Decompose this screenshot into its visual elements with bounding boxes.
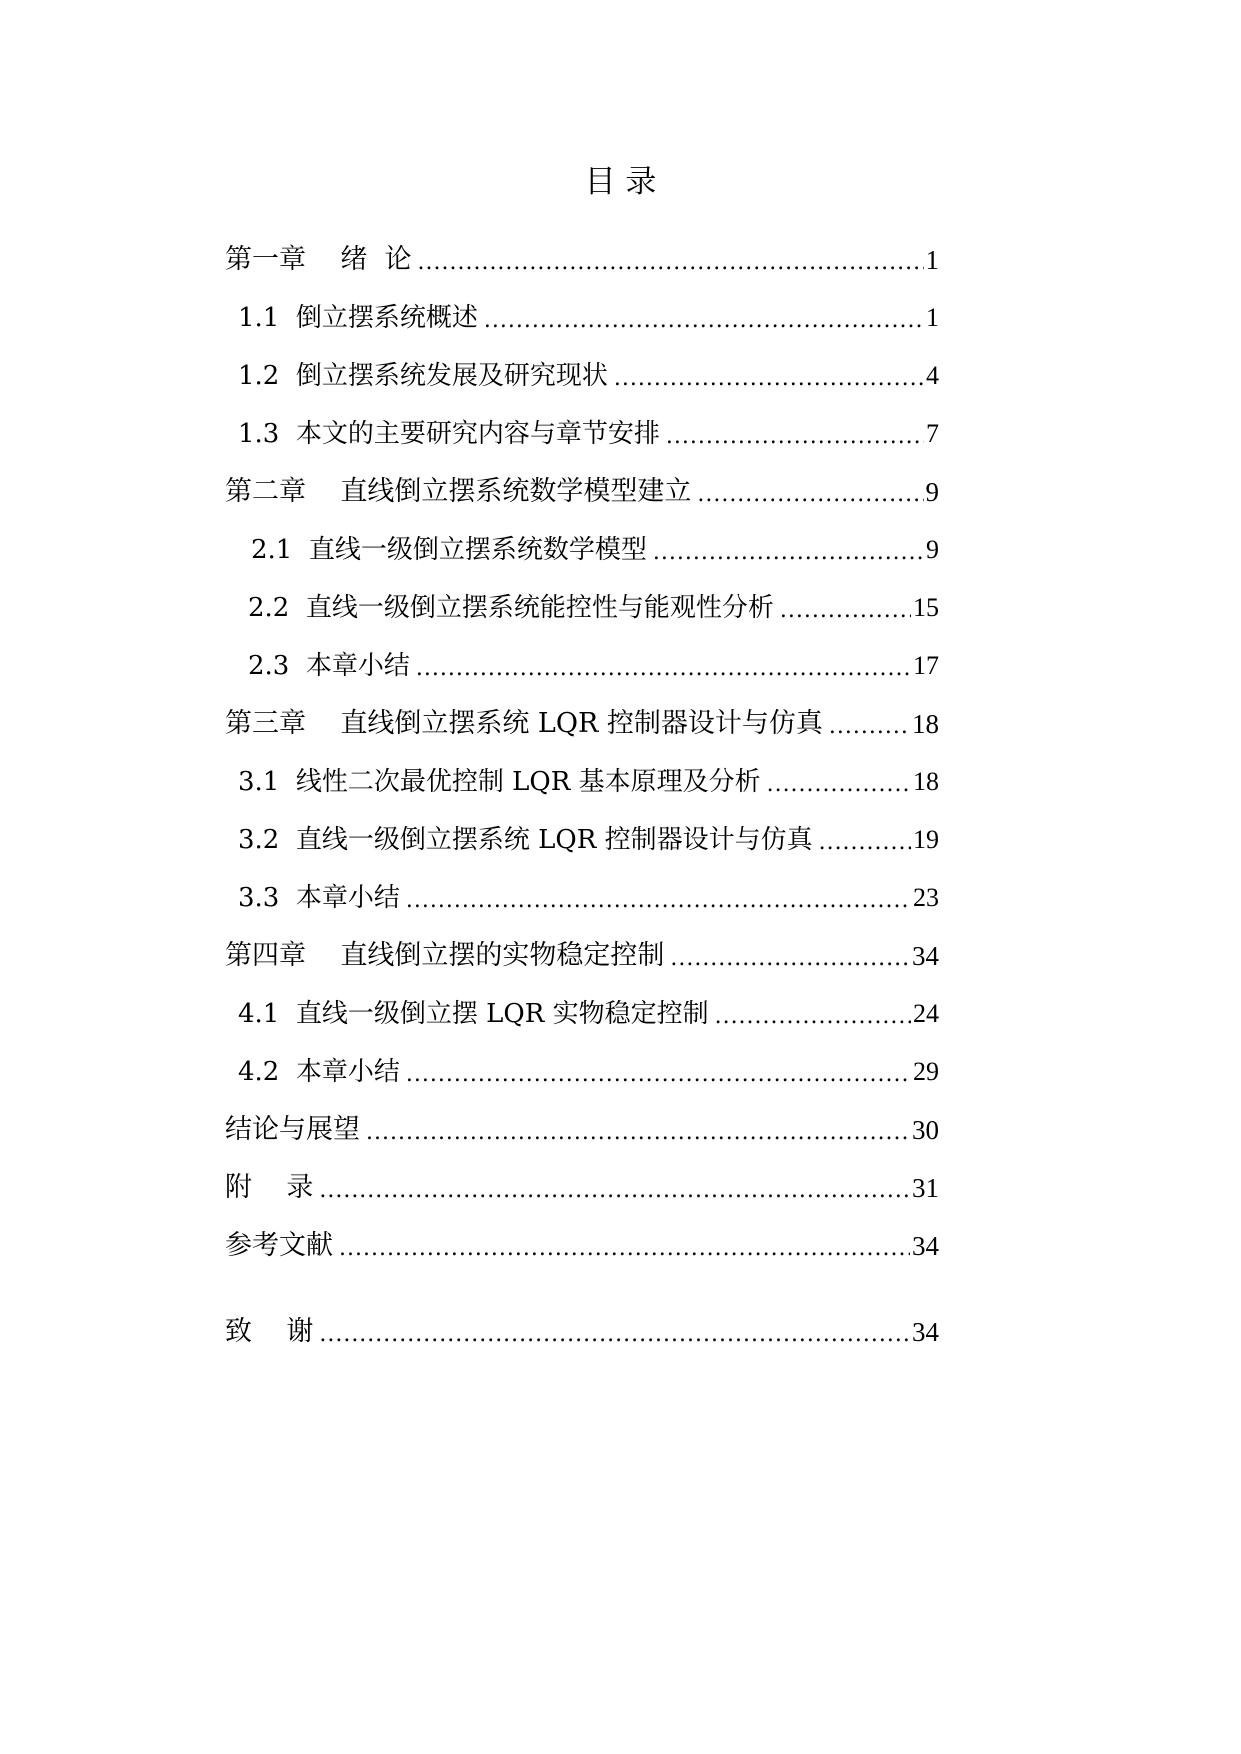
dot-leader [697, 478, 923, 512]
toc-entry-page: 1 [925, 245, 939, 275]
toc-entry-label: 1.3 本文的主要研究内容与章节安排 [238, 419, 660, 449]
toc-entry-label: 第一章 绪 论 [225, 244, 412, 275]
toc-entry-chapter-2[interactable] [225, 472, 939, 512]
dot-leader [767, 768, 911, 802]
toc-entry-label: 第四章 直线倒立摆的实物稳定控制 [225, 940, 665, 971]
toc-entry-section-1-1[interactable] [238, 298, 939, 338]
toc-entry-label: 2.3 本章小结 [248, 651, 410, 681]
toc-entry-page: 34 [912, 1231, 939, 1261]
toc-entry-section-2-3[interactable] [248, 646, 939, 686]
toc-entry-references[interactable] [225, 1226, 939, 1266]
toc-entry-label: 第三章 直线倒立摆系统 LQR 控制器设计与仿真 [225, 708, 823, 739]
toc-entry-section-4-1[interactable] [238, 994, 939, 1034]
toc-entry-label: 参考文献 [225, 1230, 333, 1261]
toc-entry-page: 23 [913, 883, 939, 912]
toc-entry-page: 17 [913, 651, 939, 680]
dot-leader [670, 942, 910, 976]
dot-leader [819, 826, 911, 860]
dot-leader [653, 536, 924, 570]
dot-leader [406, 1058, 911, 1092]
toc-entry-label: 致 谢 [225, 1316, 314, 1347]
toc-entry-label: 附 录 [225, 1172, 314, 1203]
dot-leader [366, 1116, 910, 1150]
dot-leader [319, 1318, 910, 1352]
toc-entry-label: 4.1 直线一级倒立摆 LQR 实物稳定控制 [238, 999, 709, 1029]
toc-entry-conclusion[interactable] [225, 1110, 939, 1150]
dot-leader [715, 1000, 911, 1034]
toc-entry-page: 9 [926, 535, 939, 564]
dot-leader [319, 1174, 910, 1208]
dot-leader [416, 652, 911, 686]
toc-entry-page: 24 [913, 999, 939, 1028]
toc-entry-label: 3.1 线性二次最优控制 LQR 基本原理及分析 [238, 767, 761, 797]
toc-entry-section-1-2[interactable] [238, 356, 939, 396]
dot-leader [406, 884, 911, 918]
toc-entry-section-4-2[interactable] [238, 1052, 939, 1092]
toc-entry-page: 18 [912, 709, 939, 739]
dot-leader [666, 420, 924, 454]
toc-entry-section-2-1[interactable] [251, 530, 939, 570]
toc-entry-page: 19 [913, 825, 939, 854]
dot-leader [829, 710, 910, 744]
toc-entry-page: 34 [912, 941, 939, 971]
dot-leader [780, 594, 911, 628]
toc-entry-section-3-2[interactable] [238, 820, 939, 860]
toc-entry-label: 2.2 直线一级倒立摆系统能控性与能观性分析 [248, 593, 774, 623]
dot-leader [484, 304, 924, 338]
toc-entry-label: 第二章 直线倒立摆系统数学模型建立 [225, 476, 692, 507]
toc-entry-page: 7 [926, 419, 939, 448]
toc-entry-label: 2.1 直线一级倒立摆系统数学模型 [251, 535, 647, 565]
toc-entry-section-3-1[interactable] [238, 762, 939, 802]
toc-entry-label: 1.2 倒立摆系统发展及研究现状 [238, 361, 608, 391]
toc-entry-label: 4.2 本章小结 [238, 1057, 400, 1087]
dot-leader [614, 362, 924, 396]
toc-entry-chapter-3[interactable] [225, 704, 939, 744]
toc-entry-label: 3.3 本章小结 [238, 883, 400, 913]
dot-leader [418, 246, 924, 280]
toc-title: 目 录 [584, 164, 657, 200]
toc-entry-page: 34 [912, 1317, 939, 1347]
toc-entry-section-1-3[interactable] [238, 414, 939, 454]
toc-entry-page: 29 [913, 1057, 939, 1086]
toc-entry-page: 9 [925, 477, 939, 507]
toc-entry-section-3-3[interactable] [238, 878, 939, 918]
dot-leader [339, 1232, 910, 1266]
toc-entry-page: 18 [913, 767, 939, 796]
toc-entry-appendix[interactable] [225, 1168, 939, 1208]
toc-entry-page: 4 [926, 361, 939, 390]
toc-entry-section-2-2[interactable] [248, 588, 939, 628]
toc-entry-label: 结论与展望 [225, 1114, 360, 1145]
toc-entry-chapter-1[interactable] [225, 240, 939, 280]
toc-entry-chapter-4[interactable] [225, 936, 939, 976]
toc-entry-label: 3.2 直线一级倒立摆系统 LQR 控制器设计与仿真 [238, 825, 813, 855]
toc-entry-page: 30 [912, 1115, 939, 1145]
toc-entry-page: 15 [913, 593, 939, 622]
toc-entry-label: 1.1 倒立摆系统概述 [238, 303, 478, 333]
toc-entry-page: 1 [926, 303, 939, 332]
toc-entry-acknowledgements[interactable] [225, 1312, 939, 1352]
toc-entry-page: 31 [912, 1173, 939, 1203]
